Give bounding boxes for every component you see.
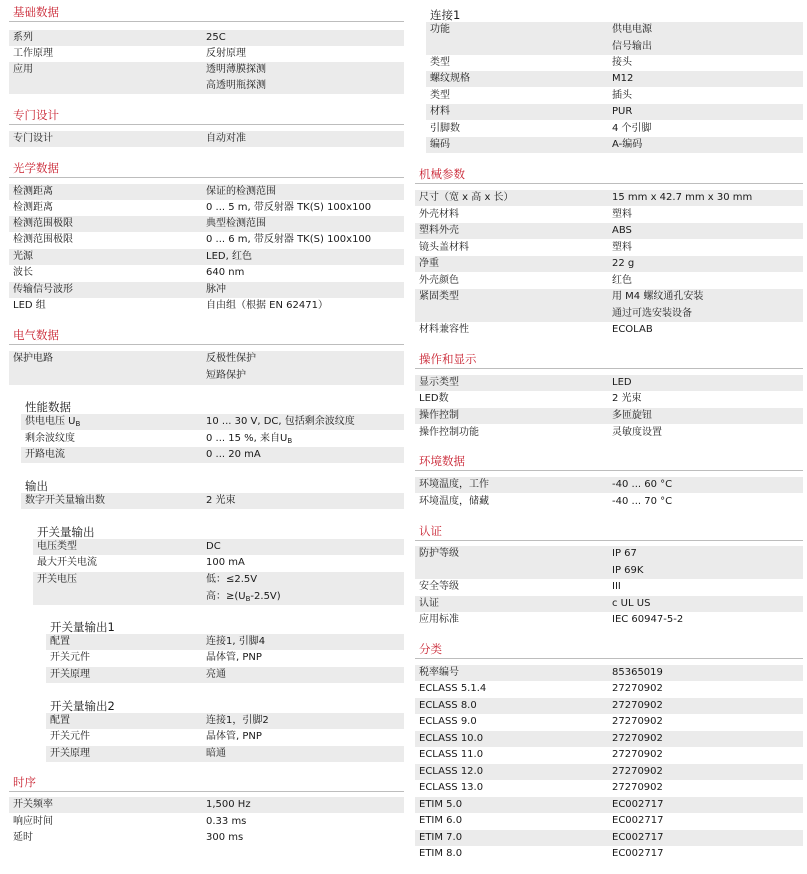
table-row: ECLASS 5.1.4 27270902 <box>415 681 803 697</box>
subsection-title-output: 输出 <box>25 479 48 493</box>
table-row: LED 组 自由组（根据 EN 62471） <box>9 298 404 314</box>
subsection-title-output1: 开关量输出1 <box>50 620 115 634</box>
section-title-classification: 分类 <box>415 642 803 659</box>
table-row: ECLASS 10.0 27270902 <box>415 731 803 747</box>
table-row: 系列 25C <box>9 30 404 46</box>
table-row: 开关原理 亮通 <box>46 667 404 683</box>
table-row: ECLASS 8.0 27270902 <box>415 698 803 714</box>
table-row: 检测范围极限 0 ... 6 m, 带反射器 TK(S) 100x100 <box>9 232 404 248</box>
table-row: 净重 22 g <box>415 256 803 272</box>
table-row: 开路电流 0 ... 20 mA <box>21 447 404 463</box>
table-row: 供电电压 $U_B$ 10 ... 30 V, DC, 包括剩余波纹度 <box>21 414 404 430</box>
table-row: 税率编号 85365019 <box>415 665 803 681</box>
table-row: 操作控制 多匝旋钮 <box>415 408 803 424</box>
table-row: 电压类型 DC <box>33 539 404 555</box>
table-row: 检测距离 保证的检测范围 <box>9 184 404 200</box>
table-row: 检测距离 0 ... 5 m, 带反射器 TK(S) 100x100 <box>9 200 404 216</box>
table-row: 延时 300 ms <box>9 830 404 846</box>
table-row: 环境温度，储藏 -40 ... 70 °C <box>415 494 803 510</box>
table-row: ETIM 8.0 EC002717 <box>415 846 803 862</box>
table-row: 紧固类型 用 M4 螺纹通孔安装 通过可选安装设备 <box>415 289 803 322</box>
table-row: 安全等级 III <box>415 579 803 595</box>
table-row: 保护电路 反极性保护 短路保护 <box>9 351 404 385</box>
table-row: ECLASS 11.0 27270902 <box>415 747 803 763</box>
section-title-optical: 光学数据 <box>9 161 404 178</box>
table-row: 螺纹规格 M12 <box>426 71 803 87</box>
table-row: ETIM 5.0 EC002717 <box>415 797 803 813</box>
table-row: 专门设计 自动对准 <box>9 131 404 147</box>
table-row: 材料 PUR <box>426 104 803 120</box>
table-row: 应用 透明薄膜探测 高透明瓶探测 <box>9 62 404 94</box>
section-title-special: 专门设计 <box>9 108 404 125</box>
table-row: 功能 供电电源 信号输出 <box>426 22 803 55</box>
section-title-mechanical: 机械参数 <box>415 167 803 184</box>
subsection-title-performance: 性能数据 <box>25 400 71 414</box>
table-row: 尺寸（宽 x 高 x 长） 15 mm x 42.7 mm x 30 mm <box>415 190 803 206</box>
section-title-environment: 环境数据 <box>415 454 803 471</box>
table-row: 认证 c UL US <box>415 596 803 612</box>
table-row: 开关频率 1,500 Hz <box>9 797 404 813</box>
table-row: 防护等级 IP 67 IP 69K <box>415 546 803 579</box>
table-row: 外壳材料 塑料 <box>415 207 803 223</box>
table-row: 类型 插头 <box>426 88 803 104</box>
table-row: 配置 连接1, 引脚4 <box>46 634 404 650</box>
table-row: 开关元件 晶体管, PNP <box>46 650 404 666</box>
table-row: 配置 连接1，引脚2 <box>46 713 404 729</box>
table-row: 检测范围极限 典型检测范围 <box>9 216 404 232</box>
section-title-operation: 操作和显示 <box>415 352 803 369</box>
table-row: 材料兼容性 ECOLAB <box>415 322 803 338</box>
subsection-title-connection: 连接1 <box>430 8 461 22</box>
table-row: 操作控制功能 灵敏度设置 <box>415 425 803 441</box>
table-row: LED数 2 光束 <box>415 391 803 407</box>
table-row: 开关电压 低：≤2.5V 高：$\ge(U_B-2.5V)$ <box>33 572 404 605</box>
table-row: ECLASS 12.0 27270902 <box>415 764 803 780</box>
table-row: 环境温度，工作 -40 ... 60 °C <box>415 477 803 493</box>
section-title-certifications: 认证 <box>415 524 803 541</box>
table-row: 响应时间 0.33 ms <box>9 814 404 830</box>
table-row: 外壳颜色 红色 <box>415 273 803 289</box>
section-title-timing: 时序 <box>9 775 404 792</box>
table-row: 波长 640 nm <box>9 265 404 281</box>
table-row: ECLASS 13.0 27270902 <box>415 780 803 796</box>
table-row: 塑料外壳 ABS <box>415 223 803 239</box>
table-row: 最大开关电流 100 mA <box>33 555 404 571</box>
section-title-electrical: 电气数据 <box>9 328 404 345</box>
table-row: 光源 LED, 红色 <box>9 249 404 265</box>
table-row: 编码 A-编码 <box>426 137 803 153</box>
section-title-basic: 基础数据 <box>9 5 404 22</box>
table-row: 工作原理 反射原理 <box>9 46 404 62</box>
table-row: ECLASS 9.0 27270902 <box>415 714 803 730</box>
table-row: 类型 接头 <box>426 55 803 71</box>
table-row: 引脚数 4 个引脚 <box>426 121 803 137</box>
table-row: ETIM 6.0 EC002717 <box>415 813 803 829</box>
table-row: 开关元件 晶体管, PNP <box>46 729 404 745</box>
subsection-title-output2: 开关量输出2 <box>50 699 115 713</box>
table-row: 传输信号波形 脉冲 <box>9 282 404 298</box>
table-row: 显示类型 LED <box>415 375 803 391</box>
table-row: 应用标准 IEC 60947-5-2 <box>415 612 803 628</box>
table-row: ETIM 7.0 EC002717 <box>415 830 803 846</box>
table-row: 数字开关量输出数 2 光束 <box>21 493 404 509</box>
table-row: 剩余波纹度 0 ... 15 %, 来自$U_B$ <box>21 431 404 447</box>
table-row: 开关原理 暗通 <box>46 746 404 762</box>
table-row: 镜头盖材料 塑料 <box>415 240 803 256</box>
subsection-title-switching: 开关量输出 <box>37 525 95 539</box>
